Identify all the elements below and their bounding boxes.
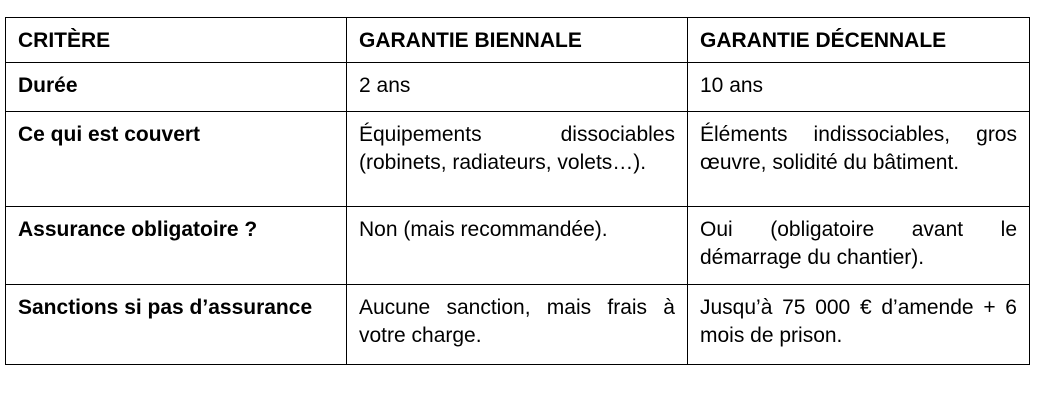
cell-decennale: 10 ans <box>688 63 1030 112</box>
row-label: Ce qui est couvert <box>6 112 347 207</box>
cell-biennale: Non (mais recommandée). <box>347 207 688 285</box>
comparison-table-container <box>5 17 1030 365</box>
row-label: Sanctions si pas d’assurance <box>6 285 347 365</box>
table-row <box>6 112 1030 207</box>
header-garantie-decennale: GARANTIE DÉCENNALE <box>688 18 1030 63</box>
table-header-row <box>6 18 1030 63</box>
row-label: Assurance obligatoire ? <box>6 207 347 285</box>
comparison-table <box>5 17 1030 365</box>
header-critere: CRITÈRE <box>6 18 347 63</box>
cell-biennale: Aucune sanction, mais frais à votre charge. <box>347 285 688 365</box>
table-row <box>6 207 1030 285</box>
cell-decennale: Jusqu’à 75 000 € d’amende + 6 mois de prison. <box>688 285 1030 365</box>
cell-biennale: 2 ans <box>347 63 688 112</box>
header-garantie-biennale: GARANTIE BIENNALE <box>347 18 688 63</box>
cell-decennale: Oui (obligatoire avant le démarrage du chantier). <box>688 207 1030 285</box>
table-row <box>6 63 1030 112</box>
table-row <box>6 285 1030 365</box>
row-label: Durée <box>6 63 347 112</box>
cell-decennale: Éléments indissociables, gros œuvre, solidité du bâtiment. <box>688 112 1030 207</box>
cell-biennale: Équipements dissociables (robinets, radiateurs, volets…). <box>347 112 688 207</box>
